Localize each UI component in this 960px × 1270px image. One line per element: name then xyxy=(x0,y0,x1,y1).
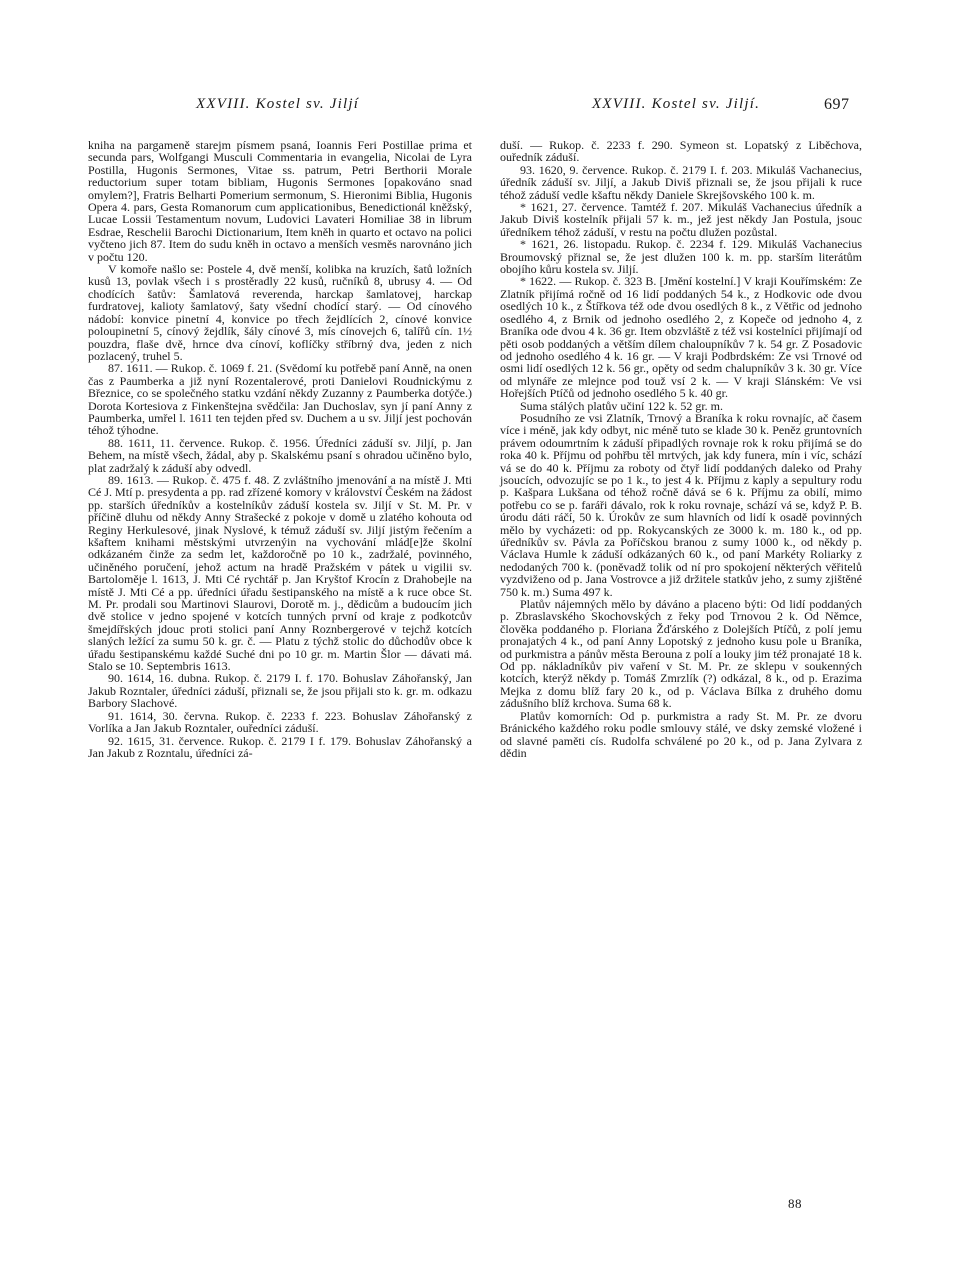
paragraph: Platův nájemných mělo by dáváno a placeno býti: Od lidí poddaných p. Zbraslavského Skochovských z řeky pod Trnovou 2 k. Od Němce, člověka poddaného p. Floriana Žďárského z Dolejších Ptíčů, z polí jemu pronajatých 4 k., od paní Anny Lopotský z jednoho kusu pole u Braníka, od purkmistra a pánův města Berouna z polí a louky jim též pronajaté 18 k. Od pp. nákladníkův piv vaření v St. M. Pr. ze sklepu v soukenných kotcích, kterýž někdy p. Tomáš Zmrzlík (?) odkázal, 8 k., od p. Erazima Mejka z domu blíž fary 20 k., od p. Václava Bílka z druhého domu zádušního blíž krchova. Suma 68 k. xyxy=(500,597,862,711)
paragraph: * 1621, 26. listopadu. Rukop. č. 2234 f. 129. Mikuláš Vachanecius Broumovský přiznal se, že jest dlužen 100 k. m. pp. starším literátům obojího kůru kostela sv. Jiljí. xyxy=(500,237,862,277)
paragraph: 88. 1611, 11. července. Rukop. č. 1956. Úředníci záduší sv. Jiljí, p. Jan Behem, na místě všech, žádal, aby p. Skalskému psaní s ohradou učiněno bylo, plat zadržalý k záduší aby odvedl. xyxy=(88,435,472,475)
paragraph: 93. 1620, 9. července. Rukop. č. 2179 I. f. 203. Mikuláš Vachanecius, úředník záduší sv. Jiljí, a Jakub Diviš přiznali se, že jsou přijali k ruce téhož záduší vedle kšaftu někdy Daniele Skrejšovského 100 k. m. xyxy=(500,162,862,202)
paragraph: Suma stálých platův učiní 122 k. 52 gr. m. xyxy=(520,398,723,413)
paragraph: 90. 1614, 16. dubna. Rukop. č. 2179 I. f. 170. Bohuslav Záhořanský, Jan Jakub Rozntaler, úředníci záduší, přiznali se, že jsou přijali sto k. gr. m. odkazu Barbory Slachové. xyxy=(88,671,472,711)
paragraph: * 1621, 27. července. Tamtéž f. 207. Mikuláš Vachanecius úředník a Jakub Diviš kostelník přijali 57 k. m., jež jest někdy Jan Postula, jsouc úředníkem téhož záduší, v restu na počtu dlužen pozůstal. xyxy=(500,200,862,239)
paragraph: 89. 1613. — Rukop. č. 475 f. 48. Z zvláštního jmenování a na místě J. Mti Cé J. Mtí p. presydenta a pp. rad zřízené komory v království Českém na žádost pp. starších úředníkův a kostelníkův záduší kostela sv. Jiljí v St. M. Pr. v příčině dluhu od někdy Anny Strašecké z pokoje v domě u zlatého kohouta od Reginy Herkulesové, jinak Nyslové, k témuž záduší sv. Jiljí jistým řečením a kšaftem knihami městskými utvrzenýin na vychování mlád[e]že školní odkázaném činže za sedm let, každoročně po 10 k., zadržalé, povinného, učiněného poručení, jehož actum na hradě Pražském v pátek u vigilii sv. Bartoloměje l. 1613, J. Mti Cé rychtář p. Jan Kryštof Krocín z Drahobejle na místě J. Mti Cé a pp. úředníci úřadu šestipanského na místě a k ruce obce St. M. Pr. prodali sou Martinovi Slaurovi, Dorotě m. j., dědicům a budoucím jich dvě stolice v jedno spojené v kotcích tunných první od kraje z podkotcův šmejdířských jdouc proti stolici paní Anny Roznbergerové v tejchž kotcích slaných ležící za sumu 50 k. gr. č. — Platu z týchž stolic do důchodův obce k úřadu šestipanskému každé Suché dni po 10 gr. m. Martin Šlor — dávati má. Stalo se 10. Septembris 1613. xyxy=(88,472,472,674)
paragraph: 91. 1614, 30. června. Rukop. č. 2233 f. 223. Bohuslav Záhořanský z Vorlíka a Jan Jakub Rozntaler, ouředníci záduší. xyxy=(88,708,472,736)
paragraph: * 1622. — Rukop. č. 323 B. [Jmění kostelní.] V kraji Kouřímském: Ze Zlatník přijímá ročně od 16 lidí poddaných 54 k., z Hodkovic ode dvou osedlých 10 k., z Štířkova též ode dvou osedlých 8 k., z Větřic od jednoho osedlého 4, z Brnik od jednoho osedlého 2, z Kopeče od jednoho 4, z Braníka ode dvou 4 k. 36 gr. Item obzvláště z též vsi kostelníci přijímají od pěti osob poddaných a větším dílem chaloupníkův 7 k. 54 gr. Z Posadovic od jednoho osedlého 4 k. 16 gr. — V kraji Podbrdském: Ze vsi Trnové od osmi lidí osedlých 12 k. 56 gr., opěty od sedm chalupníkův 3 k. 30 gr. Více od mlynáře ze mlejnce pod touž vsí 2 k. — V kraji Slánském: Ve vsi Hořejších Ptíčů od jednoho osedlého 5 k. 40 gr. xyxy=(500,274,862,401)
paragraph: V komoře našlo se: Postele 4, dvě menší, kolibka na kruzích, šatů ložních kusů 13, povlak všech i s prostěradly 22 kusů, ručníků 8, ubrusy 4. — Od chodících šatův: Šamlatová reverenda, harckap šamlatovej, harckap furdratovej, kalioty šamlatový, šaty všední chodící starý. — Od cínového nádobí: konvice pinetní 4, konvice po třech žejdlících 2, cínové konvice poloupinetní 5, cínový žejdlík, šály cínové 3, mís cínovejch 6, talířů cín. 1½ pouzdra, flaše dvě, hrnce dva cínoví, koflíčky stříbrný dva, jeden z nich pozlacený, truhel 5. xyxy=(88,262,472,363)
right-text-column xyxy=(500,139,862,759)
paragraph: Posudního ze vsi Zlatník, Trnový a Braníka k roku rovnajíc, ač časem více i méně, jak kdy odbyt, nic méně tuto se klade 30 k. Peněz gruntovních právem odoumrtním k záduší připadlých rovnaje rok k roku přijímá se do roka 40 k. Příjmu od pohřbu těl mrtvých, jak kdy funera, mín i víc, schází vá se do 40 k. Příjmu za roboty od čtyř lidí poddaných daleko od Prahy jsoucích, odvozujíc se po 1 k., to jest 4 k. Příjmu z kaply a sepultury rodu p. Kašpara Lukšana od téhož ročně dává se 6 k. Příjmu za obilí, mimo potřebu co se p. faráři dávalo, rok k roku rovnaje, schází vá se, když P. B. úrodu dáti ráčí, 50 k. Úrokův ze sum hlavních od lidí k osadě povinných mělo by vycházeti: od pp. Rokycanských ze 3000 k. m. 180 k., od pp. úředníkův sv. Pávla za Poříčskou branou z sumy 1000 k., od někdy p. Václava Humle k záduší odkázaných 60 k., od paní Markéty Roliarky z nedodaných 700 k. (poněvadž tolik od ní pro spokojení některých věřitelů vyzdviženo od p. Jana Vostrovce a již držitele statkův jeho, z sumy zjištěné 750 k. m.) Suma 497 k. xyxy=(500,410,862,599)
paragraph: 87. 1611. — Rukop. č. 1069 f. 21. (Svědomí ku potřebě paní Anně, na onen čas z Paumberka a již nyní Rozentalerové, proti Danielovi Roudnickýmu z Březnice, co se společného statku vzdání někdy Zuzanny z Paumberka dotýče.) Dorota Kortesiova z Finkenštejna svědčila: Jan Duchoslav, syn jí paní Anny z Paumberka, umřel l. 1611 ten tejden před sv. Duchem a u sv. Jiljí jest pochován téhož týhodne. xyxy=(88,361,472,438)
signature-mark: 88 xyxy=(788,1196,802,1211)
paragraph: Platův komorních: Od p. purkmistra a rady St. M. Pr. ze dvoru Bránického každého roku podle smlouvy stálé, ve dsky zemské vložené i od slavné paměti cís. Rudolfa schválené po 20 k., od p. Jana Zylvara z dědin xyxy=(500,708,862,760)
header-left-title: XXVIII. Kostel sv. Jiljí xyxy=(196,96,360,112)
header-right-title: XXVIII. Kostel sv. Jiljí. xyxy=(592,96,761,112)
running-header xyxy=(0,96,960,118)
left-text-column xyxy=(88,139,472,759)
paragraph: duší. — Rukop. č. 2233 f. 290. Symeon st. Lopatský z Liběchova, ouředník záduší. xyxy=(500,138,862,165)
page-number: 697 xyxy=(824,96,850,113)
paragraph: 92. 1615, 31. července. Rukop. č. 2179 I f. 179. Bohuslav Záhořanský a Jan Jakub z Rozntalu, úředníci zá- xyxy=(88,733,472,760)
paragraph: kniha na pargameně starejm písmem psaná, Ioannis Feri Postillae prima et secunda pars, Wolfgangi Musculi Commentaria in evangelia, Nicolai de Lyra Postilla, Hugonis Sermones, Vitae ss. patrum, Petri Berthorii Morale reductorium super totam bibliam, Hugonis Sermones [opakováno snad omylem?], Fratris Belharti Pomerium sermonum, S. Hieronimi Biblia, Hugonis Opera 4. pars, Gesta Romanorum cum applicationibus, Benedictionál kněžský, Lucae Lossii Testamentum novum, Ludovici Lavateri Homiliae 38 in librum Esdrae, Reschelii Barochi Dictionarium, Item kněh in quarto et octavo na polici vyčteno jich 87. Item do sudu kněh in octavo a menších vesměs narovnáno jich v počtu 120. xyxy=(88,138,472,264)
